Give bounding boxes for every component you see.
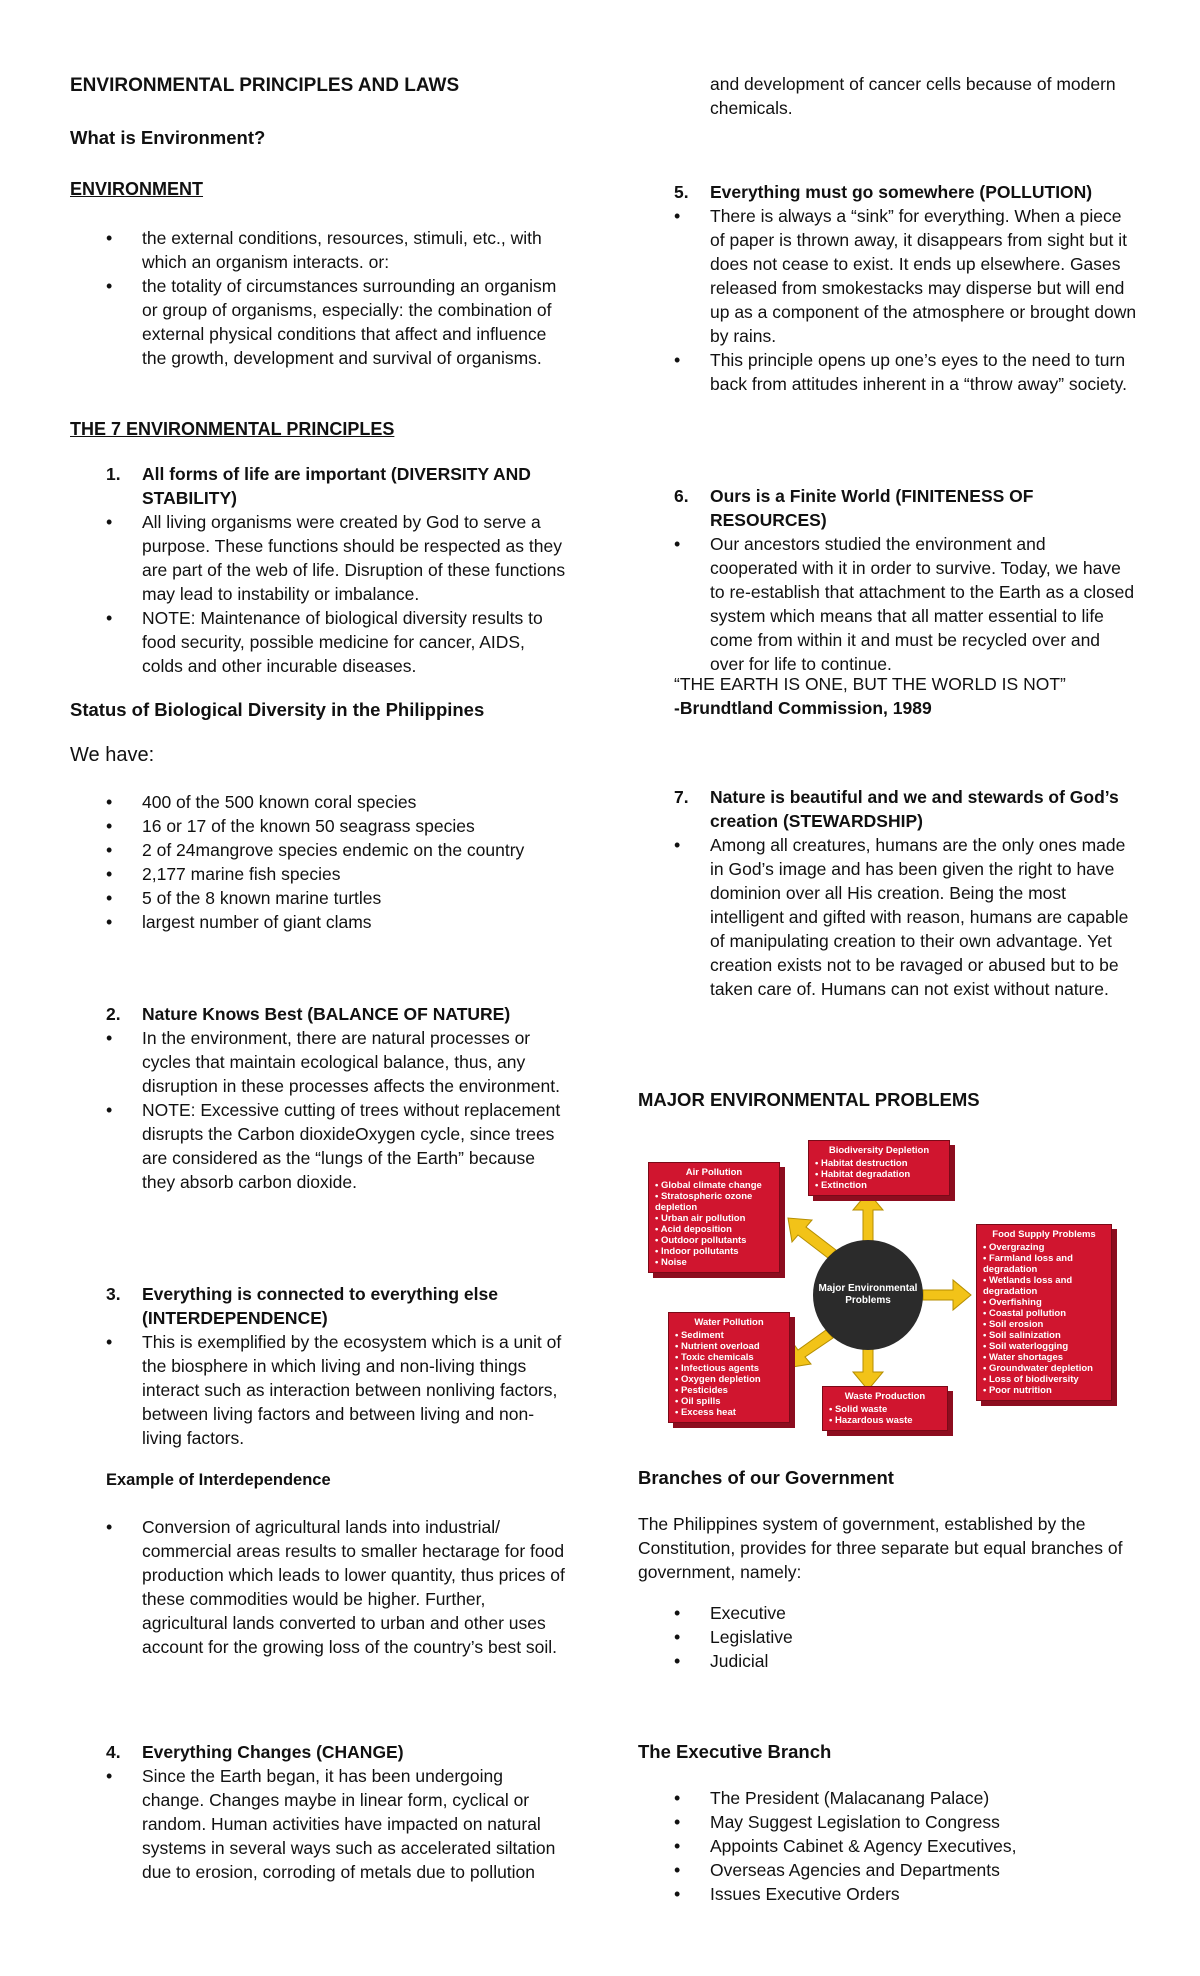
list-item: • the external conditions, resources, stimuli, etc., with which an organism interacts. or:: [70, 226, 570, 274]
box-item: • Toxic chemicals: [675, 1352, 783, 1363]
major-problems-hub: Major Environmental Problems: [813, 1240, 923, 1350]
box-item: • Soil waterlogging: [983, 1341, 1105, 1352]
principle-6: [638, 484, 1138, 676]
list-item: • Issues Executive Orders: [638, 1882, 1138, 1906]
list-item: • 2,177 marine fish species: [70, 862, 570, 886]
arrow-upleft: [788, 1218, 836, 1258]
list-item: • the totality of circumstances surrounding an organism or group of organisms, especially: the combination of external physical conditions that affect and influence the growth, development and survival of organisms.: [70, 274, 570, 370]
list-item: • Overseas Agencies and Departments: [638, 1858, 1138, 1882]
box-item: • Acid deposition: [655, 1224, 773, 1235]
list-item: • 16 or 17 of the known 50 seagrass species: [70, 814, 570, 838]
food-supply-problems-box: [976, 1224, 1112, 1401]
list-item: • This is exemplified by the ecosystem which is a unit of the biosphere in which living and non-living things interact such as interaction between nonliving factors, between living factors and between living and non-living factors.: [70, 1330, 570, 1450]
principle-title: Nature Knows Best (BALANCE OF NATURE): [142, 1004, 511, 1024]
status-list: [70, 790, 570, 934]
box-title: Waste Production: [844, 1391, 926, 1402]
status-heading: Status of Biological Diversity in the Philippines: [70, 699, 485, 720]
list-item: • Since the Earth began, it has been undergoing change. Changes maybe in linear form, cyclical or random. Human activities have impacted on natural systems in several ways such as accelerated siltation due to erosion, corroding of metals due to pollution: [70, 1764, 570, 1884]
government-heading: Branches of our Government: [638, 1467, 894, 1488]
box-item: • Pesticides: [675, 1385, 783, 1396]
list-item: • Legislative: [638, 1625, 1138, 1649]
box-item: • Sediment: [675, 1330, 783, 1341]
list-item: • The President (Malacanang Palace): [638, 1786, 1138, 1810]
list-item: • There is always a “sink” for everything. When a piece of paper is thrown away, it disappears from sight but it does not cease to exist. It ends up elsewhere. Gases released from smokestacks may disperse but will end up as a component of the atmosphere or brought down by rains.: [638, 204, 1138, 348]
box-item: • Habitat degradation: [815, 1169, 943, 1180]
box-item: • Noise: [655, 1257, 773, 1268]
principle-number: 2.: [106, 1004, 121, 1024]
box-item: • Oil spills: [675, 1396, 783, 1407]
box-item: • Habitat destruction: [815, 1158, 943, 1169]
box-item: • Infectious agents: [675, 1363, 783, 1374]
principle-number: 1.: [106, 464, 121, 484]
example-list: [70, 1515, 570, 1659]
box-item: • Farmland loss and degradation: [983, 1253, 1105, 1275]
environment-definitions: [70, 226, 570, 370]
principle-title: Nature is beautiful and we and stewards of God’s creation (STEWARDSHIP): [710, 787, 1119, 831]
principles-heading: THE 7 ENVIRONMENTAL PRINCIPLES: [70, 419, 395, 439]
quote-source: -Brundtland Commission, 1989: [674, 698, 932, 718]
principle-number: 4.: [106, 1742, 121, 1762]
box-item: • Solid waste: [829, 1404, 941, 1415]
box-item: • Groundwater depletion: [983, 1363, 1105, 1374]
environment-heading: ENVIRONMENT: [70, 179, 204, 199]
biodiversity-depletion-box: [808, 1140, 950, 1196]
government-text: The Philippines system of government, established by the Constitution, provides for three separate but equal branches of government, namely:: [638, 1514, 1123, 1582]
page-title: ENVIRONMENTAL PRINCIPLES AND LAWS: [70, 75, 460, 96]
executive-heading: The Executive Branch: [638, 1741, 832, 1762]
list-item: • Conversion of agricultural lands into industrial/ commercial areas results to smaller hectarage for food production which leads to lower quantity, thus prices of these commodities would be higher. Further, agricultural lands converted to urban and other uses account for the growing loss of the country’s best soil.: [70, 1515, 570, 1659]
quote-text: “THE EARTH IS ONE, BUT THE WORLD IS NOT”: [674, 674, 1066, 694]
list-item: • 2 of 24mangrove species endemic on the country: [70, 838, 570, 862]
box-item: • Hazardous waste: [829, 1415, 941, 1426]
waste-production-box: [822, 1386, 948, 1431]
environmental-problems-diagram: [648, 1140, 1120, 1440]
list-item: • In the environment, there are natural processes or cycles that maintain ecological balance, thus, any disruption in these processes affects the environment.: [70, 1026, 570, 1098]
box-item: • Overgrazing: [983, 1242, 1105, 1253]
box-title: Food Supply Problems: [992, 1229, 1096, 1240]
principle-5: [638, 180, 1138, 396]
list-item: • NOTE: Excessive cutting of trees without replacement disrupts the Carbon dioxideOxygen cycle, since trees are considered as the “lungs of the Earth” because they absorb carbon dioxide.: [70, 1098, 570, 1194]
list-item: • NOTE: Maintenance of biological diversity results to food security, possible medicine for cancer, AIDS, colds and other incurable diseases.: [70, 606, 570, 678]
box-item: • Wetlands loss and degradation: [983, 1275, 1105, 1297]
list-item: • This principle opens up one’s eyes to the need to turn back from attitudes inherent in a “throw away” society.: [638, 348, 1138, 396]
question-heading: What is Environment?: [70, 127, 266, 148]
continued-text: [638, 72, 1138, 120]
list-item: • May Suggest Legislation to Congress: [638, 1810, 1138, 1834]
box-item: • Overfishing: [983, 1297, 1105, 1308]
list-item: • 5 of the 8 known marine turtles: [70, 886, 570, 910]
we-have-text: We have:: [70, 744, 155, 766]
principle-number: 6.: [674, 486, 689, 506]
box-item: • Global climate change: [655, 1180, 773, 1191]
box-title: Air Pollution: [685, 1167, 743, 1178]
list-item: • Our ancestors studied the environment and cooperated with it in order to survive. Today, we have to re-establish that attachment to the Earth as a closed system which means that all matter essential to life come from within it and must be recycled over and over for life to continue.: [638, 532, 1138, 676]
box-item: • Outdoor pollutants: [655, 1235, 773, 1246]
box-item: • Urban air pollution: [655, 1213, 773, 1224]
principle-number: 7.: [674, 787, 689, 807]
arrow-up: [853, 1192, 883, 1242]
principle-title: Ours is a Finite World (FINITENESS OF RESOURCES): [710, 486, 1034, 530]
principle-7: [638, 785, 1138, 1001]
box-item: • Loss of biodiversity: [983, 1374, 1105, 1385]
water-pollution-box: [668, 1312, 790, 1423]
box-item: • Excess heat: [675, 1407, 783, 1418]
principle-title: Everything Changes (CHANGE): [142, 1742, 404, 1762]
executive-list: [638, 1786, 1138, 1906]
problems-heading: MAJOR ENVIRONMENTAL PROBLEMS: [638, 1089, 980, 1110]
box-item: • Extinction: [815, 1180, 943, 1191]
box-item: • Coastal pollution: [983, 1308, 1105, 1319]
box-item: • Soil salinization: [983, 1330, 1105, 1341]
principle-number: 5.: [674, 182, 689, 202]
principle-title: All forms of life are important (DIVERSITY AND STABILITY): [142, 464, 531, 508]
principle-2: [70, 1002, 570, 1194]
list-item: • Among all creatures, humans are the only ones made in God’s image and has been given the right to have dominion over all His creation. Being the most intelligent and gifted with reason, humans are capable of manipulating creation to their own advantage. Yet creation exists not to be ravaged or abused but to be taken care of. Humans can not exist without nature.: [638, 833, 1138, 1001]
box-item: • Water shortages: [983, 1352, 1105, 1363]
principle-4: [70, 1740, 570, 1884]
box-item: • Oxygen depletion: [675, 1374, 783, 1385]
air-pollution-box: [648, 1162, 780, 1273]
box-item: • Indoor pollutants: [655, 1246, 773, 1257]
list-item: • Appoints Cabinet & Agency Executives,: [638, 1834, 1138, 1858]
box-item: • Soil erosion: [983, 1319, 1105, 1330]
box-item: • Stratospheric ozone depletion: [655, 1191, 773, 1213]
list-item: • largest number of giant clams: [70, 910, 570, 934]
list-item: • Judicial: [638, 1649, 1138, 1673]
arrow-right: [923, 1280, 971, 1310]
principle-title: Everything is connected to everything else (INTERDEPENDENCE): [142, 1284, 498, 1328]
principle-number: 3.: [106, 1284, 121, 1304]
principle-title: Everything must go somewhere (POLLUTION): [710, 182, 1093, 202]
box-item: • Nutrient overload: [675, 1341, 783, 1352]
box-title: Biodiversity Depletion: [828, 1145, 930, 1156]
arrow-downleft: [786, 1330, 833, 1368]
principle-3: [70, 1282, 570, 1450]
list-item: • All living organisms were created by God to serve a purpose. These functions should be respected as they are part of the web of life. Disruption of these functions may lead to instability or imbalance.: [70, 510, 570, 606]
list-item: • 400 of the 500 known coral species: [70, 790, 570, 814]
example-heading: Example of Interdependence: [106, 1471, 331, 1489]
arrow-down: [853, 1348, 883, 1390]
government-branches-list: [638, 1601, 1138, 1673]
list-item: • Executive: [638, 1601, 1138, 1625]
principle-1: [70, 462, 570, 678]
continued-paragraph: and development of cancer cells because of modern chemicals.: [710, 74, 1116, 118]
box-title: Water Pollution: [694, 1317, 764, 1328]
box-item: • Poor nutrition: [983, 1385, 1105, 1396]
